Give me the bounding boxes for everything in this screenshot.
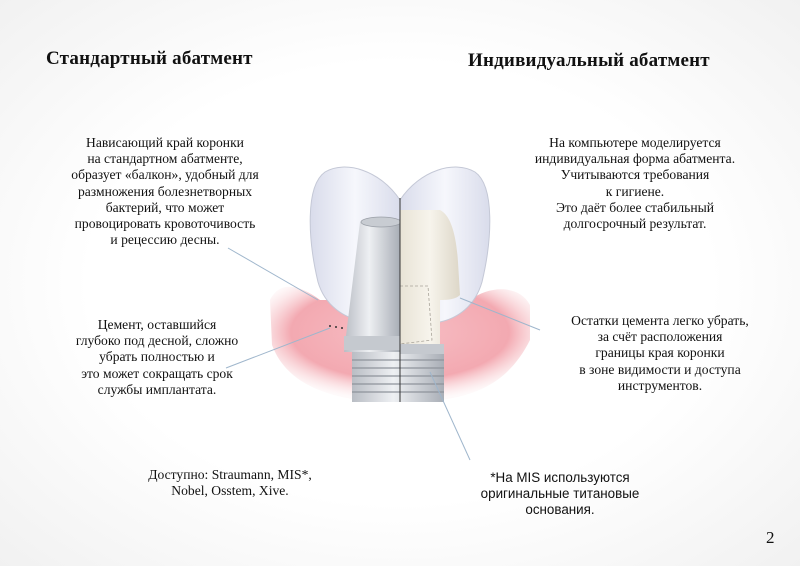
mis-footnote: *На MIS используются оригинальные титановые основания.	[480, 470, 640, 518]
page-number: 2	[766, 528, 775, 547]
custom-design-text: На компьютере моделируется индивидуальная форма абатмента. Учитываются требования к гигиене. Это даёт более стабильный долгосрочный результат.	[534, 135, 736, 232]
availability-text: Доступно: Straumann, MIS*, Nobel, Osstem, Xive.	[148, 467, 312, 499]
crown-overhang-text: Нависающий край коронки на стандартном абатменте, образует «балкон», удобный для размножения болезнетворных бактерий, что может провоцировать кровоточивость и рецессию десны.	[71, 135, 259, 248]
custom-cement-text: Остатки цемента легко убрать, за счёт расположения границы края коронки в зоне видимости и доступа инструментов.	[571, 313, 749, 393]
implant-threads	[352, 350, 444, 402]
custom-abutment-heading: Индивидуальный абатмент	[468, 50, 710, 71]
standard-abutment-heading: Стандартный абатмент	[46, 48, 253, 69]
standard-cement-text: Цемент, оставшийся глубоко под десной, сложно убрать полностью и это может сокращать срок службы имплантата.	[75, 317, 239, 397]
